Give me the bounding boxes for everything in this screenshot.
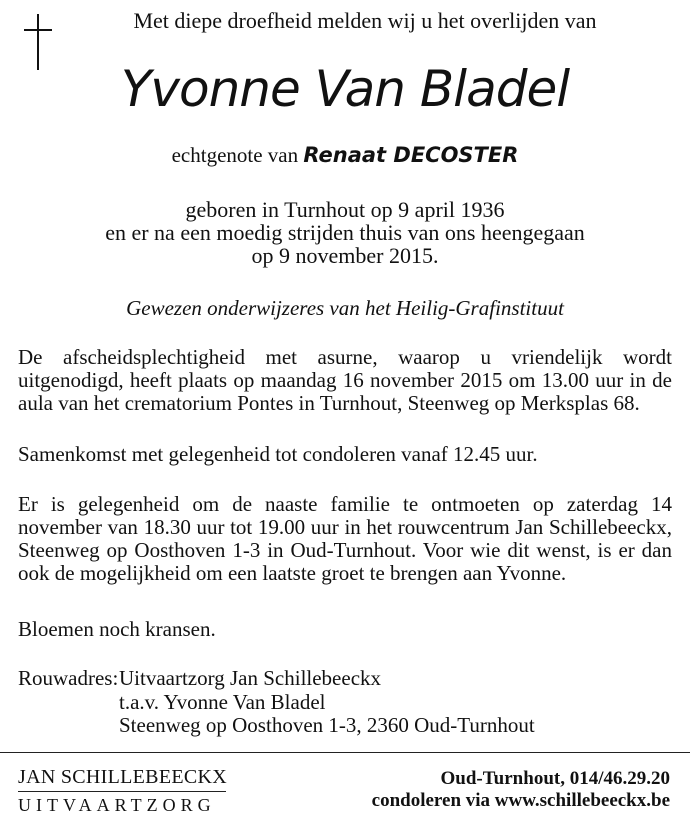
intro-text: Met diepe droefheid melden wij u het overlijden van bbox=[133, 8, 597, 33]
spouse-line bbox=[0, 143, 690, 168]
address-line-1: Uitvaartzorg Jan Schillebeeckx bbox=[119, 666, 382, 690]
contact-info bbox=[372, 768, 670, 812]
contact-website: condoleren via www.schillebeeckx.be bbox=[371, 790, 670, 811]
funeral-home-logo bbox=[18, 766, 227, 816]
contact-phone: Oud-Turnhout, 014/46.29.20 bbox=[440, 768, 670, 789]
passed-line-2: op 9 november 2015. bbox=[251, 243, 439, 268]
flowers-paragraph: Bloemen noch kransen. bbox=[18, 617, 216, 641]
footer-divider bbox=[0, 752, 690, 753]
passed-line-1: en er na een moedig strijden thuis van ons heengegaan bbox=[105, 220, 585, 245]
address-line-3: Steenweg op Oosthoven 1-3, 2360 Oud-Turnhout bbox=[119, 713, 535, 737]
address-label: Rouwadres: bbox=[18, 666, 119, 690]
ceremony-paragraph: De afscheidsplechtigheid met asurne, waarop u vriendelijk wordt uitgenodigd, heeft plaats op maandag 16 november 2015 om 13.00 uur in de aula van het crematorium Pontes in Turnhout, Steenweg op Merksplas 68. bbox=[18, 345, 672, 415]
spouse-name: Renaat DECOSTER bbox=[303, 143, 519, 167]
former-role: Gewezen onderwijzeres van het Heilig-Grafinstituut bbox=[126, 296, 564, 320]
address-line-2: t.a.v. Yvonne Van Bladel bbox=[119, 689, 326, 714]
brand-name: JAN SCHILLEBEECKX bbox=[18, 766, 227, 788]
birth-line: geboren in Turnhout op 9 april 1936 bbox=[185, 197, 505, 222]
mourning-address bbox=[18, 667, 535, 738]
spouse-prefix: echtgenote van bbox=[171, 143, 299, 167]
brand-subtitle: UITVAARTZORG bbox=[18, 795, 216, 815]
visitation-paragraph: Er is gelegenheid om de naaste familie te ontmoeten op zaterdag 14 november van 18.30 uur tot 19.00 uur in het rouwcentrum Jan Schillebeeckx, Steenweg op Oosthoven 1-3 in Oud-Turnhout. Voor wie dit wenst, is er dan ook de mogelijkheid om een laatste groet te brengen aan Yvonne. bbox=[18, 492, 672, 585]
gathering-paragraph: Samenkomst met gelegenheid tot condoleren vanaf 12.45 uur. bbox=[18, 442, 538, 466]
life-details bbox=[0, 198, 690, 267]
deceased-name: Yvonne Van Bladel bbox=[120, 60, 570, 118]
brand-divider bbox=[18, 791, 226, 792]
